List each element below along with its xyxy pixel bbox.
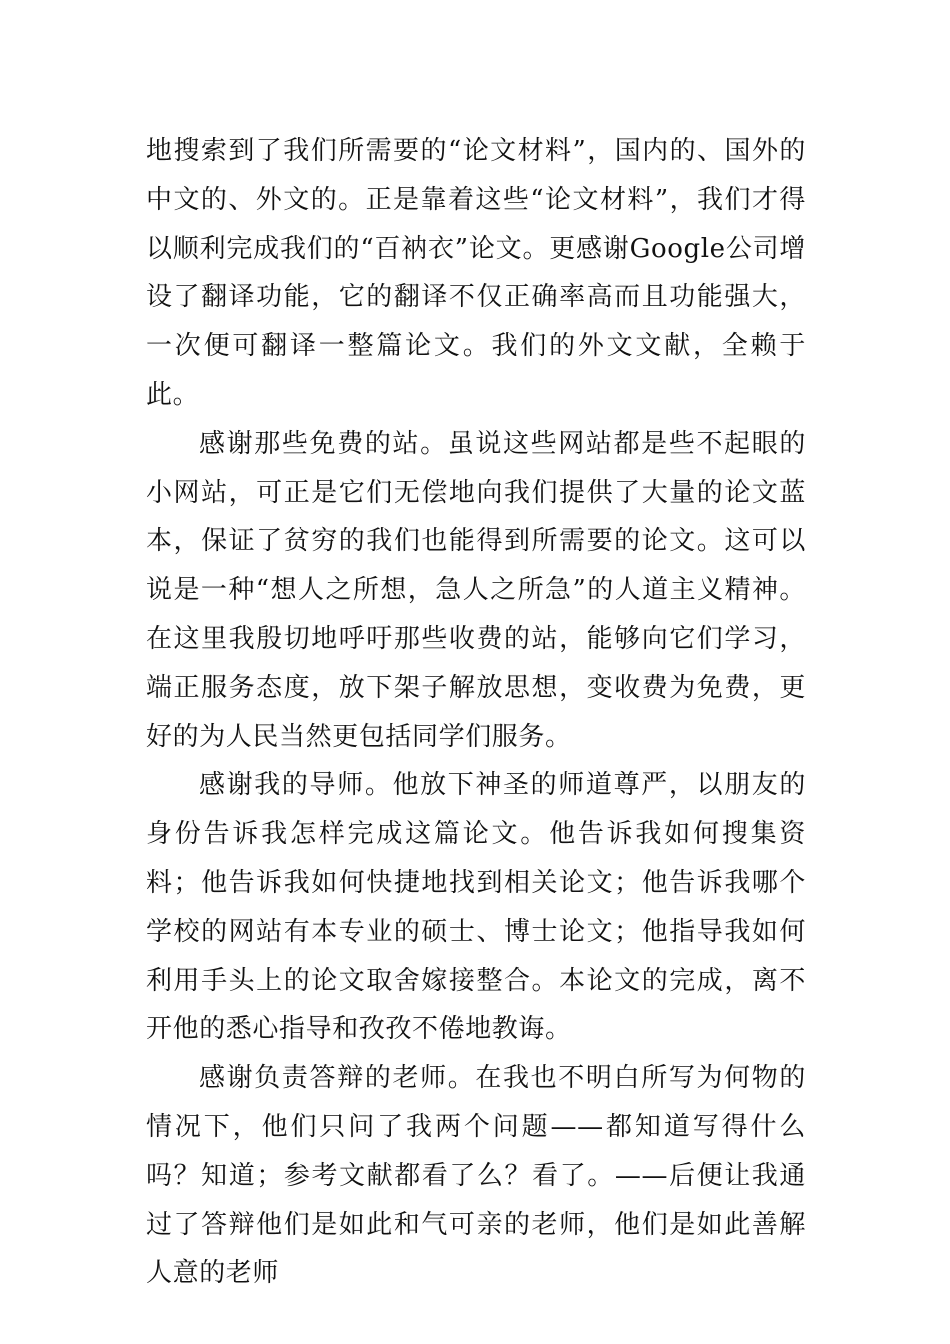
- paragraph-advisor: 感谢我的导师。他放下神圣的师道尊严，以朋友的身份告诉我怎样完成这篇论文。他告诉我如何搜集资料；他告诉我如何快捷地找到相关论文；他告诉我哪个学校的网站有本专业的硕士、博士论文；他指导我如何利用手头上的论文取舍嫁接整合。本论文的完成，离不开他的悉心指导和孜孜不倦地教诲。: [146, 770, 806, 1045]
- paragraph-free-sites: 感谢那些免费的站。虽说这些网站都是些不起眼的小网站，可正是它们无偿地向我们提供了大量的论文蓝本，保证了贫穷的我们也能得到所需要的论文。这可以说是一种“想人之所想，急人之所急”的人道主义精神。在这里我殷切地呼吁那些收费的站，能够向它们学习，端正服务态度，放下架子解放思想，变收费为免费，更好的为人民当然更包括同学们服务。: [146, 428, 806, 752]
- body-text: [146, 127, 806, 1298]
- paragraph-defense-teachers: 感谢负责答辩的老师。在我也不明白所写为何物的情况下，他们只问了我两个问题——都知道写得什么吗？知道；参考文献都看了么？看了。——后便让我通过了答辩他们是如此和气可亲的老师，他们是如此善解人意的老师: [146, 1063, 806, 1289]
- paragraph-continuation: 地搜索到了我们所需要的“论文材料”，国内的、国外的中文的、外文的。正是靠着这些“论文材料”，我们才得以顺利完成我们的“百衲衣”论文。更感谢Google公司增设了翻译功能，它的翻译不仅正确率高而且功能强大，一次便可翻译一整篇论文。我们的外文文献，全赖于此。: [146, 136, 806, 410]
